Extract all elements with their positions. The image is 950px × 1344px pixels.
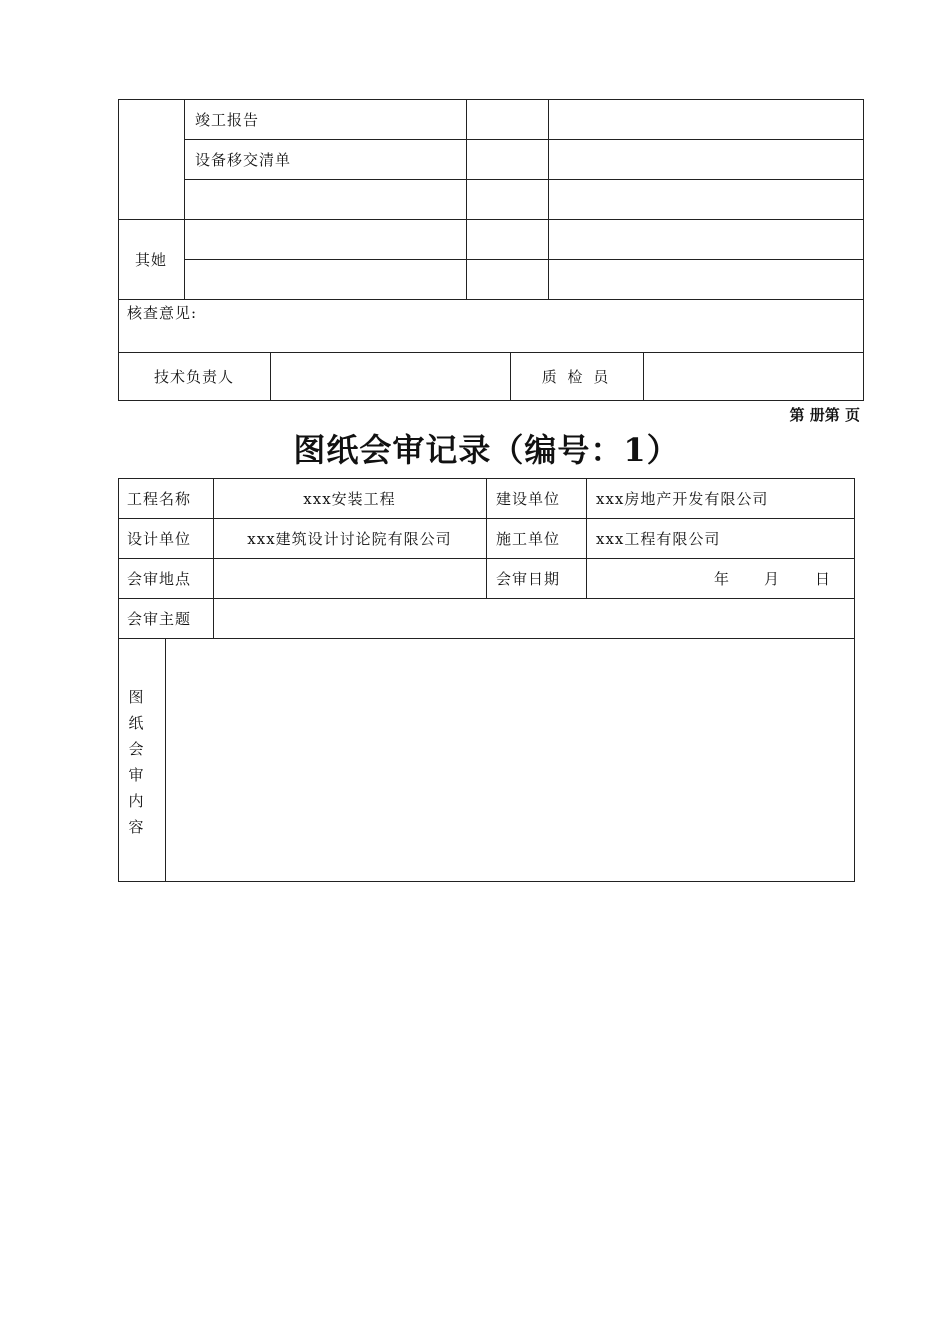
date-label: 会审日期 (496, 570, 561, 588)
date-year: 年 (714, 570, 731, 588)
top-table-hline (118, 219, 864, 220)
content-label-char: 审 (128, 766, 144, 784)
designer-value: xxx建筑设计讨论院有限公司 (247, 530, 452, 548)
top-table-vline (643, 352, 644, 401)
top-table-hline (118, 299, 864, 300)
top-table-vline (466, 99, 467, 299)
top-table-hline (118, 352, 864, 353)
date-month: 月 (764, 570, 781, 588)
content-label-char: 图 (128, 688, 144, 706)
top-table-frame (118, 99, 864, 401)
project-name-label: 工程名称 (127, 490, 192, 508)
content-label-char: 容 (128, 818, 144, 836)
page-reference: 第 册第 页 (789, 406, 860, 424)
page-title: 图纸会审记录（编号：1） (293, 431, 680, 469)
top-table-hline (184, 139, 864, 140)
top-table-hline (184, 259, 864, 260)
topic-label: 会审主题 (127, 610, 192, 628)
record-table-vline (486, 478, 487, 598)
location-label: 会审地点 (127, 570, 192, 588)
top-table-vline (548, 99, 549, 299)
item-equipment-handover-list: 设备移交清单 (195, 151, 292, 169)
review-opinion-label: 核查意见: (127, 304, 198, 322)
contractor-value: xxx工程有限公司 (596, 530, 721, 548)
contractor-label: 施工单位 (496, 530, 561, 548)
content-label-char: 内 (128, 792, 144, 810)
item-completion-report: 竣工报告 (195, 111, 260, 129)
inspector-label: 质 检 员 (541, 368, 612, 386)
record-table-hline (118, 598, 855, 599)
top-table-hline (184, 179, 864, 180)
top-table-vline (184, 99, 185, 299)
other-label: 其她 (134, 251, 167, 269)
builder-value: xxx房地产开发有限公司 (596, 490, 769, 508)
top-table-vline (270, 352, 271, 401)
content-label-char: 纸 (128, 714, 144, 732)
content-label-char: 会 (128, 740, 144, 758)
date-day: 日 (815, 570, 832, 588)
builder-label: 建设单位 (496, 490, 561, 508)
record-table-vline (586, 478, 587, 598)
tech-lead-label: 技术负责人 (153, 368, 234, 386)
content-area[interactable] (166, 639, 854, 881)
designer-label: 设计单位 (127, 530, 192, 548)
project-name-value: xxx安装工程 (303, 490, 396, 508)
